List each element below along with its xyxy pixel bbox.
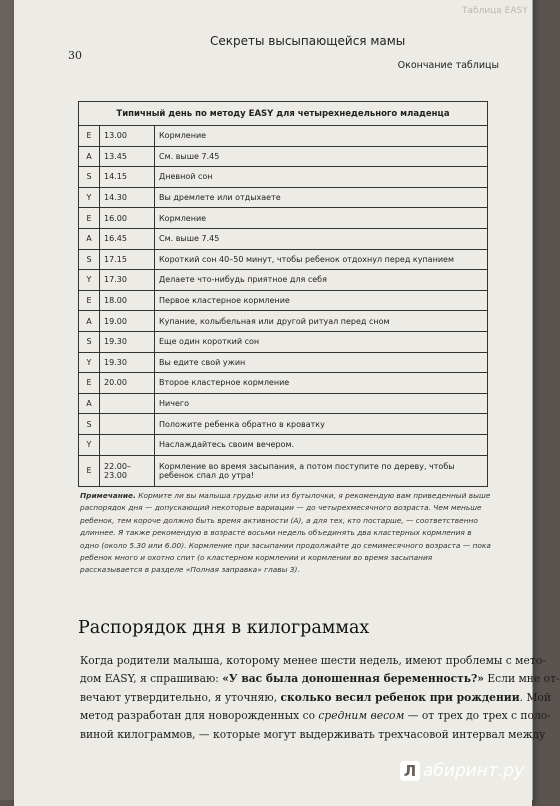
row-activity: Короткий сон 40–50 минут, чтобы ребенок отдохнул перед купанием [155, 249, 488, 270]
row-time: 20.00 [100, 373, 155, 394]
table-row [79, 146, 488, 167]
row-activity: См. выше 7.45 [155, 228, 488, 249]
row-letter: A [79, 311, 100, 332]
body-line [80, 707, 551, 725]
row-time [100, 393, 155, 414]
table-row [79, 331, 488, 352]
note-text: Кормите ли вы малыша грудью или из бутылочки, я рекомендую вам приведенный выше распорядок дня — допускающий некоторые вариации — до четырехмесячного возраста. Чем меньше ребенок, тем короче должно быть время активности (А), а для тех, кто постарше, — соответственно длиннее. Я также рекомендую в возрасте восьми недель объединять два кластерных кормления в одно (около 5.30 или 6.00). Кормление при засыпании продолжайте до семимесячного возраста — пока ребенок много и охотно спит (о кластерном кормлении и кормлении во время засыпания рассказывается в разделе «Полная заправка» главы 3). [80, 491, 491, 575]
row-activity: Дневной сон [155, 167, 488, 188]
row-letter: E [79, 373, 100, 394]
row-activity: Делаете что-нибудь приятное для себя [155, 270, 488, 291]
text-run: — от трех до трех с поло- [404, 709, 551, 723]
table-row [79, 270, 488, 291]
table-note [80, 490, 492, 577]
row-time: 13.45 [100, 146, 155, 167]
text-run: . Мой [519, 690, 551, 704]
table-row [79, 352, 488, 373]
bold-text: сколько весил ребенок при рождении [280, 690, 520, 704]
row-activity: См. выше 7.45 [155, 146, 488, 167]
row-time: 19.30 [100, 331, 155, 352]
table-title: Типичный день по методу EASY для четырехнедельного младенца [79, 102, 488, 126]
row-activity: Еще один короткий сон [155, 331, 488, 352]
row-time: 17.30 [100, 270, 155, 291]
row-letter: A [79, 146, 100, 167]
table-row [79, 208, 488, 229]
table-row [79, 249, 488, 270]
row-activity: Первое кластерное кормление [155, 290, 488, 311]
row-time: 22.00–23.00 [100, 455, 155, 486]
row-letter: E [79, 126, 100, 147]
table-row [79, 434, 488, 455]
row-letter: Y [79, 434, 100, 455]
table-row [79, 311, 488, 332]
row-letter: S [79, 331, 100, 352]
table-row [79, 126, 488, 147]
running-head: Секреты высыпающейся мамы [210, 34, 406, 48]
text-run: метод разработан для новорожденных со [80, 709, 319, 723]
body-line [80, 652, 546, 670]
row-letter: E [79, 290, 100, 311]
table-row [79, 290, 488, 311]
show-through-text: Таблица EASY [462, 6, 528, 16]
text-run: Если мне от- [483, 672, 560, 686]
table-row [79, 187, 488, 208]
row-activity: Кормление [155, 126, 488, 147]
row-time: 19.30 [100, 352, 155, 373]
row-letter: E [79, 208, 100, 229]
bold-text: «У вас была доношенная беременность?» [222, 672, 484, 686]
note-label: Примечание. [80, 491, 136, 500]
row-activity: Наслаждайтесь своим вечером. [155, 434, 488, 455]
table-row [79, 414, 488, 435]
row-letter: E [79, 455, 100, 486]
row-time: 16.00 [100, 208, 155, 229]
row-activity: Положите ребенка обратно в кроватку [155, 414, 488, 435]
row-time: 19.00 [100, 311, 155, 332]
row-letter: Y [79, 187, 100, 208]
body-paragraph [80, 652, 560, 744]
easy-schedule-table [78, 101, 488, 487]
row-activity: Купание, колыбельная или другой ритуал перед сном [155, 311, 488, 332]
labirint-logo-icon: Л [400, 761, 420, 781]
table-row [79, 455, 488, 486]
italic-text: средним весом [318, 709, 405, 723]
row-time: 13.00 [100, 126, 155, 147]
body-line [80, 726, 546, 744]
watermark-text: абиринт.ру [423, 761, 525, 781]
text-run: дом EASY, я спрашиваю: [80, 672, 223, 686]
row-time: 18.00 [100, 290, 155, 311]
row-letter: S [79, 414, 100, 435]
row-activity: Ничего [155, 393, 488, 414]
row-letter: Y [79, 352, 100, 373]
row-letter: S [79, 249, 100, 270]
table-continuation-caption: Окончание таблицы [397, 60, 499, 71]
row-activity: Второе кластерное кормление [155, 373, 488, 394]
row-activity: Вы едите свой ужин [155, 352, 488, 373]
text-run: Когда родители малыша, которому менее шести недель, имеют проблемы с мето- [80, 654, 546, 667]
row-activity: Вы дремлете или отдыхаете [155, 187, 488, 208]
row-time: 14.30 [100, 187, 155, 208]
row-time: 16.45 [100, 228, 155, 249]
text-run: вечают утвердительно, я уточняю, [80, 690, 281, 704]
row-time: 17.15 [100, 249, 155, 270]
body-line [80, 670, 560, 688]
row-time [100, 414, 155, 435]
row-letter: S [79, 167, 100, 188]
table-row [79, 393, 488, 414]
table-row [79, 167, 488, 188]
section-title: Распорядок дня в килограммах [78, 618, 370, 638]
row-letter: A [79, 393, 100, 414]
row-time: 14.15 [100, 167, 155, 188]
table-row [79, 373, 488, 394]
row-activity: Кормление во время засыпания, а потом поступите по дереву, чтобы ребенок спал до утра! [155, 455, 488, 486]
row-letter: A [79, 228, 100, 249]
page-number: 30 [68, 49, 82, 62]
row-activity: Кормление [155, 208, 488, 229]
row-letter: Y [79, 270, 100, 291]
row-time [100, 434, 155, 455]
table-row [79, 228, 488, 249]
text-run: виной килограммов, — которые могут выдерживать трехчасовой интервал между [80, 727, 546, 741]
labirint-watermark [400, 761, 524, 781]
body-line [80, 689, 551, 707]
